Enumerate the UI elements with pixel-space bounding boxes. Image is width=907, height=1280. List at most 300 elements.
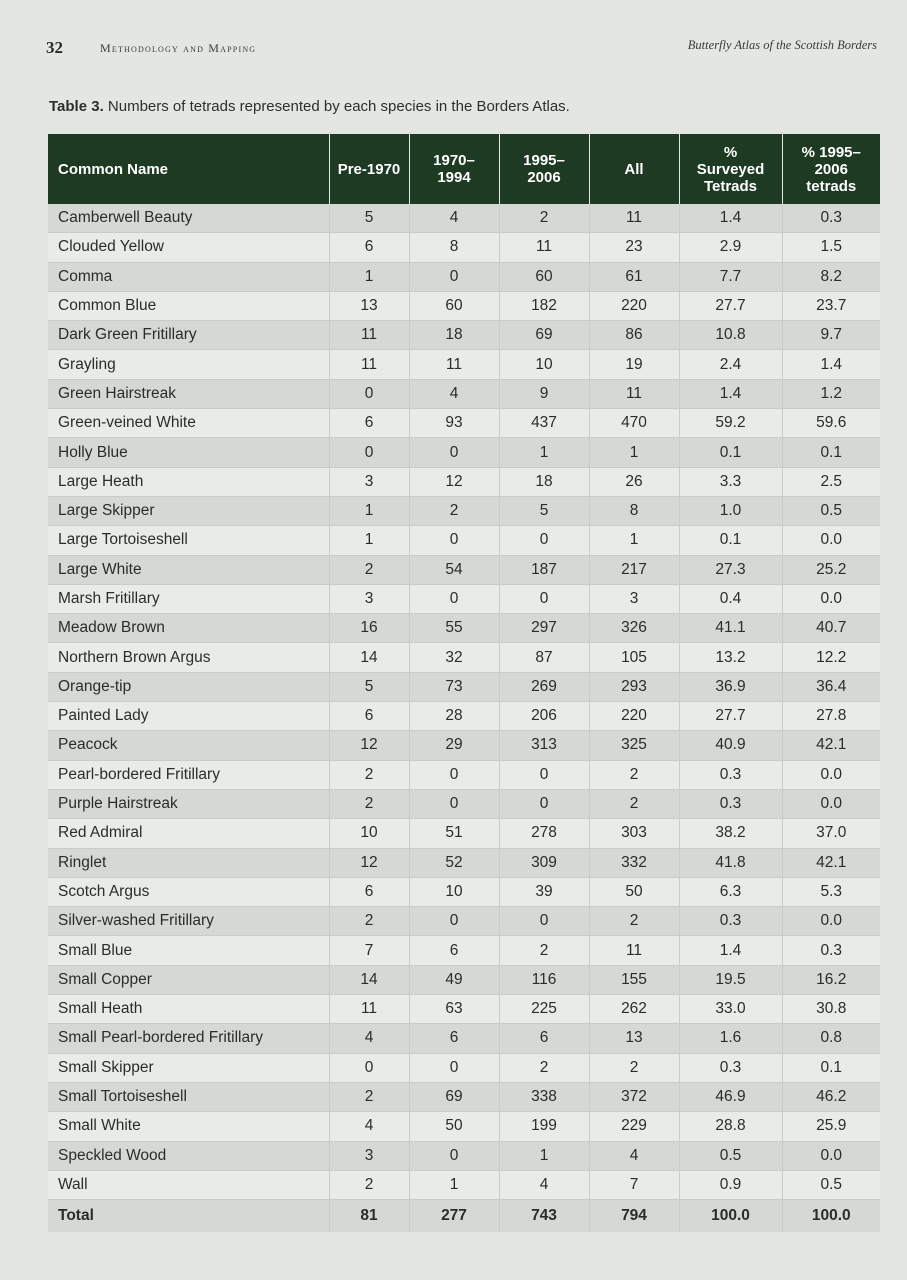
total-row	[48, 1200, 880, 1233]
value-cell: 0	[499, 789, 589, 818]
value-cell: 16	[329, 614, 409, 643]
value-cell: 0.9	[679, 1170, 782, 1199]
species-name-cell: Red Admiral	[48, 819, 329, 848]
value-cell: 46.9	[679, 1082, 782, 1111]
page-number: 32	[46, 38, 63, 57]
value-cell: 0.3	[679, 1053, 782, 1082]
value-cell: 5	[329, 672, 409, 701]
value-cell: 18	[409, 321, 499, 350]
value-cell: 2.9	[679, 233, 782, 262]
value-cell: 12	[329, 848, 409, 877]
species-name-cell: Ringlet	[48, 848, 329, 877]
species-name-cell: Marsh Fritillary	[48, 584, 329, 613]
value-cell: 60	[409, 291, 499, 320]
value-cell: 3	[329, 584, 409, 613]
species-name-cell: Wall	[48, 1170, 329, 1199]
table-row	[48, 702, 880, 731]
value-cell: 27.7	[679, 702, 782, 731]
value-cell: 8.2	[782, 262, 880, 291]
table-row	[48, 1112, 880, 1141]
value-cell: 8	[409, 233, 499, 262]
value-cell: 11	[589, 936, 679, 965]
value-cell: 25.2	[782, 555, 880, 584]
value-cell: 332	[589, 848, 679, 877]
value-cell: 3	[329, 1141, 409, 1170]
value-cell: 0.1	[679, 438, 782, 467]
value-cell: 59.2	[679, 409, 782, 438]
table-row	[48, 291, 880, 320]
value-cell: 42.1	[782, 731, 880, 760]
value-cell: 2	[589, 907, 679, 936]
table-row	[48, 321, 880, 350]
value-cell: 28	[409, 702, 499, 731]
table-row	[48, 819, 880, 848]
page-header	[0, 0, 907, 80]
value-cell: 0	[499, 584, 589, 613]
value-cell: 5	[499, 496, 589, 525]
total-value-cell: 100.0	[782, 1200, 880, 1233]
table-row	[48, 760, 880, 789]
value-cell: 4	[329, 1024, 409, 1053]
table-row	[48, 467, 880, 496]
value-cell: 225	[499, 995, 589, 1024]
value-cell: 60	[499, 262, 589, 291]
value-cell: 11	[409, 350, 499, 379]
value-cell: 0.3	[782, 204, 880, 233]
species-name-cell: Small Pearl-bordered Fritillary	[48, 1024, 329, 1053]
species-table-grid	[48, 134, 880, 1232]
value-cell: 2	[329, 1082, 409, 1111]
value-cell: 2	[589, 1053, 679, 1082]
value-cell: 0.1	[782, 1053, 880, 1082]
value-cell: 59.6	[782, 409, 880, 438]
value-cell: 5.3	[782, 877, 880, 906]
column-header: % 1995– 2006 tetrads	[782, 134, 880, 204]
value-cell: 2	[329, 907, 409, 936]
species-name-cell: Green Hairstreak	[48, 379, 329, 408]
value-cell: 14	[329, 643, 409, 672]
value-cell: 6	[329, 702, 409, 731]
value-cell: 0	[409, 438, 499, 467]
value-cell: 1.4	[782, 350, 880, 379]
value-cell: 5	[329, 204, 409, 233]
species-name-cell: Orange-tip	[48, 672, 329, 701]
value-cell: 69	[499, 321, 589, 350]
species-name-cell: Small Skipper	[48, 1053, 329, 1082]
value-cell: 27.8	[782, 702, 880, 731]
table-row	[48, 731, 880, 760]
species-name-cell: Large Tortoiseshell	[48, 526, 329, 555]
species-name-cell: Large Skipper	[48, 496, 329, 525]
value-cell: 0	[329, 379, 409, 408]
value-cell: 4	[329, 1112, 409, 1141]
value-cell: 470	[589, 409, 679, 438]
value-cell: 7	[329, 936, 409, 965]
total-value-cell: 277	[409, 1200, 499, 1233]
column-header: % Surveyed Tetrads	[679, 134, 782, 204]
value-cell: 12	[409, 467, 499, 496]
value-cell: 297	[499, 614, 589, 643]
value-cell: 49	[409, 965, 499, 994]
column-header: 1995– 2006	[499, 134, 589, 204]
value-cell: 41.8	[679, 848, 782, 877]
column-header: Pre-1970	[329, 134, 409, 204]
column-header: All	[589, 134, 679, 204]
table-row	[48, 204, 880, 233]
table-row	[48, 1053, 880, 1082]
value-cell: 229	[589, 1112, 679, 1141]
table-row	[48, 643, 880, 672]
total-value-cell: 794	[589, 1200, 679, 1233]
value-cell: 293	[589, 672, 679, 701]
value-cell: 26	[589, 467, 679, 496]
species-name-cell: Silver-washed Fritillary	[48, 907, 329, 936]
value-cell: 13.2	[679, 643, 782, 672]
value-cell: 6	[409, 936, 499, 965]
value-cell: 0.0	[782, 789, 880, 818]
column-header: 1970– 1994	[409, 134, 499, 204]
value-cell: 309	[499, 848, 589, 877]
table-row	[48, 965, 880, 994]
value-cell: 6	[409, 1024, 499, 1053]
value-cell: 0	[409, 789, 499, 818]
species-name-cell: Small Tortoiseshell	[48, 1082, 329, 1111]
table-caption-label: Table 3.	[49, 98, 104, 115]
column-header: Common Name	[48, 134, 329, 204]
value-cell: 51	[409, 819, 499, 848]
value-cell: 11	[329, 350, 409, 379]
value-cell: 61	[589, 262, 679, 291]
value-cell: 10	[409, 877, 499, 906]
table-row	[48, 262, 880, 291]
value-cell: 30.8	[782, 995, 880, 1024]
value-cell: 73	[409, 672, 499, 701]
value-cell: 206	[499, 702, 589, 731]
value-cell: 1	[329, 262, 409, 291]
table-row	[48, 936, 880, 965]
value-cell: 0.3	[679, 760, 782, 789]
value-cell: 262	[589, 995, 679, 1024]
species-name-cell: Holly Blue	[48, 438, 329, 467]
value-cell: 10	[329, 819, 409, 848]
value-cell: 0.5	[782, 496, 880, 525]
value-cell: 3	[589, 584, 679, 613]
species-name-cell: Camberwell Beauty	[48, 204, 329, 233]
value-cell: 1	[589, 438, 679, 467]
value-cell: 0.1	[782, 438, 880, 467]
value-cell: 1.2	[782, 379, 880, 408]
species-name-cell: Peacock	[48, 731, 329, 760]
value-cell: 19.5	[679, 965, 782, 994]
book-title: Butterfly Atlas of the Scottish Borders	[687, 38, 877, 52]
value-cell: 6.3	[679, 877, 782, 906]
value-cell: 8	[589, 496, 679, 525]
species-name-cell: Common Blue	[48, 291, 329, 320]
value-cell: 0.0	[782, 760, 880, 789]
value-cell: 313	[499, 731, 589, 760]
value-cell: 2	[329, 1170, 409, 1199]
value-cell: 2	[329, 760, 409, 789]
value-cell: 0.4	[679, 584, 782, 613]
value-cell: 6	[499, 1024, 589, 1053]
value-cell: 1	[409, 1170, 499, 1199]
value-cell: 187	[499, 555, 589, 584]
value-cell: 10.8	[679, 321, 782, 350]
value-cell: 217	[589, 555, 679, 584]
value-cell: 220	[589, 291, 679, 320]
value-cell: 11	[499, 233, 589, 262]
value-cell: 182	[499, 291, 589, 320]
value-cell: 9.7	[782, 321, 880, 350]
value-cell: 7	[589, 1170, 679, 1199]
value-cell: 2	[499, 936, 589, 965]
value-cell: 7.7	[679, 262, 782, 291]
value-cell: 105	[589, 643, 679, 672]
value-cell: 1	[589, 526, 679, 555]
value-cell: 28.8	[679, 1112, 782, 1141]
table-header-row	[48, 134, 880, 204]
value-cell: 220	[589, 702, 679, 731]
value-cell: 1	[499, 438, 589, 467]
value-cell: 25.9	[782, 1112, 880, 1141]
value-cell: 33.0	[679, 995, 782, 1024]
table-row	[48, 233, 880, 262]
value-cell: 40.9	[679, 731, 782, 760]
value-cell: 2	[329, 789, 409, 818]
value-cell: 0	[499, 526, 589, 555]
value-cell: 10	[499, 350, 589, 379]
species-name-cell: Clouded Yellow	[48, 233, 329, 262]
value-cell: 1.5	[782, 233, 880, 262]
table-row	[48, 379, 880, 408]
table-row	[48, 877, 880, 906]
value-cell: 2.4	[679, 350, 782, 379]
value-cell: 46.2	[782, 1082, 880, 1111]
value-cell: 437	[499, 409, 589, 438]
species-name-cell: Small Copper	[48, 965, 329, 994]
value-cell: 4	[499, 1170, 589, 1199]
total-value-cell: 743	[499, 1200, 589, 1233]
table-row	[48, 496, 880, 525]
value-cell: 0	[409, 760, 499, 789]
value-cell: 338	[499, 1082, 589, 1111]
value-cell: 54	[409, 555, 499, 584]
table-row	[48, 1170, 880, 1199]
value-cell: 9	[499, 379, 589, 408]
value-cell: 55	[409, 614, 499, 643]
species-name-cell: Scotch Argus	[48, 877, 329, 906]
value-cell: 2	[589, 789, 679, 818]
value-cell: 0.3	[782, 936, 880, 965]
species-name-cell: Grayling	[48, 350, 329, 379]
value-cell: 42.1	[782, 848, 880, 877]
table-row	[48, 907, 880, 936]
value-cell: 372	[589, 1082, 679, 1111]
value-cell: 13	[589, 1024, 679, 1053]
table-row	[48, 672, 880, 701]
value-cell: 278	[499, 819, 589, 848]
value-cell: 0	[409, 526, 499, 555]
species-name-cell: Green-veined White	[48, 409, 329, 438]
table-row	[48, 1141, 880, 1170]
value-cell: 12	[329, 731, 409, 760]
table-row	[48, 614, 880, 643]
value-cell: 16.2	[782, 965, 880, 994]
value-cell: 326	[589, 614, 679, 643]
value-cell: 1	[499, 1141, 589, 1170]
species-name-cell: Dark Green Fritillary	[48, 321, 329, 350]
value-cell: 155	[589, 965, 679, 994]
species-name-cell: Northern Brown Argus	[48, 643, 329, 672]
value-cell: 0.5	[679, 1141, 782, 1170]
value-cell: 2	[589, 760, 679, 789]
value-cell: 69	[409, 1082, 499, 1111]
species-name-cell: Small Heath	[48, 995, 329, 1024]
value-cell: 87	[499, 643, 589, 672]
table-row	[48, 409, 880, 438]
value-cell: 1.0	[679, 496, 782, 525]
table-row	[48, 584, 880, 613]
value-cell: 0.0	[782, 584, 880, 613]
value-cell: 11	[589, 379, 679, 408]
value-cell: 0	[409, 1053, 499, 1082]
value-cell: 3	[329, 467, 409, 496]
value-cell: 199	[499, 1112, 589, 1141]
species-name-cell: Speckled Wood	[48, 1141, 329, 1170]
species-name-cell: Pearl-bordered Fritillary	[48, 760, 329, 789]
species-name-cell: Large Heath	[48, 467, 329, 496]
value-cell: 32	[409, 643, 499, 672]
total-value-cell: 100.0	[679, 1200, 782, 1233]
value-cell: 116	[499, 965, 589, 994]
table-row	[48, 350, 880, 379]
value-cell: 14	[329, 965, 409, 994]
value-cell: 6	[329, 877, 409, 906]
table-row	[48, 438, 880, 467]
value-cell: 37.0	[782, 819, 880, 848]
value-cell: 4	[589, 1141, 679, 1170]
value-cell: 269	[499, 672, 589, 701]
section-title: Methodology and Mapping	[100, 41, 257, 55]
value-cell: 1	[329, 526, 409, 555]
value-cell: 2	[329, 555, 409, 584]
table-caption	[49, 98, 570, 115]
value-cell: 29	[409, 731, 499, 760]
species-name-cell: Small Blue	[48, 936, 329, 965]
value-cell: 18	[499, 467, 589, 496]
value-cell: 27.3	[679, 555, 782, 584]
table-body	[48, 204, 880, 1200]
value-cell: 1	[329, 496, 409, 525]
value-cell: 4	[409, 379, 499, 408]
value-cell: 0	[329, 438, 409, 467]
table-row	[48, 995, 880, 1024]
value-cell: 303	[589, 819, 679, 848]
value-cell: 0.5	[782, 1170, 880, 1199]
total-label-cell: Total	[48, 1200, 329, 1233]
table-row	[48, 555, 880, 584]
value-cell: 0	[409, 584, 499, 613]
value-cell: 6	[329, 233, 409, 262]
value-cell: 50	[409, 1112, 499, 1141]
value-cell: 2	[409, 496, 499, 525]
value-cell: 0.8	[782, 1024, 880, 1053]
value-cell: 41.1	[679, 614, 782, 643]
value-cell: 63	[409, 995, 499, 1024]
value-cell: 0	[409, 1141, 499, 1170]
value-cell: 1.6	[679, 1024, 782, 1053]
value-cell: 0	[409, 907, 499, 936]
table-row	[48, 789, 880, 818]
value-cell: 38.2	[679, 819, 782, 848]
value-cell: 39	[499, 877, 589, 906]
value-cell: 36.4	[782, 672, 880, 701]
value-cell: 13	[329, 291, 409, 320]
value-cell: 2	[499, 1053, 589, 1082]
value-cell: 11	[329, 995, 409, 1024]
value-cell: 40.7	[782, 614, 880, 643]
value-cell: 36.9	[679, 672, 782, 701]
value-cell: 0.0	[782, 526, 880, 555]
value-cell: 0.1	[679, 526, 782, 555]
value-cell: 2	[499, 204, 589, 233]
value-cell: 0.0	[782, 907, 880, 936]
value-cell: 0	[409, 262, 499, 291]
value-cell: 19	[589, 350, 679, 379]
value-cell: 23	[589, 233, 679, 262]
table-row	[48, 526, 880, 555]
species-table	[48, 134, 880, 1232]
table-row	[48, 848, 880, 877]
value-cell: 1.4	[679, 379, 782, 408]
value-cell: 0.3	[679, 907, 782, 936]
value-cell: 4	[409, 204, 499, 233]
value-cell: 11	[589, 204, 679, 233]
value-cell: 1.4	[679, 204, 782, 233]
value-cell: 3.3	[679, 467, 782, 496]
table-caption-text: Numbers of tetrads represented by each species in the Borders Atlas.	[103, 98, 570, 115]
value-cell: 325	[589, 731, 679, 760]
species-name-cell: Purple Hairstreak	[48, 789, 329, 818]
value-cell: 23.7	[782, 291, 880, 320]
value-cell: 2.5	[782, 467, 880, 496]
value-cell: 93	[409, 409, 499, 438]
value-cell: 50	[589, 877, 679, 906]
value-cell: 52	[409, 848, 499, 877]
value-cell: 0.0	[782, 1141, 880, 1170]
species-name-cell: Painted Lady	[48, 702, 329, 731]
species-name-cell: Comma	[48, 262, 329, 291]
table-row	[48, 1082, 880, 1111]
species-name-cell: Small White	[48, 1112, 329, 1141]
value-cell: 0	[499, 760, 589, 789]
value-cell: 1.4	[679, 936, 782, 965]
species-name-cell: Meadow Brown	[48, 614, 329, 643]
value-cell: 86	[589, 321, 679, 350]
value-cell: 27.7	[679, 291, 782, 320]
value-cell: 0	[329, 1053, 409, 1082]
total-value-cell: 81	[329, 1200, 409, 1233]
value-cell: 12.2	[782, 643, 880, 672]
value-cell: 11	[329, 321, 409, 350]
value-cell: 0.3	[679, 789, 782, 818]
table-header	[48, 134, 880, 204]
table-row	[48, 1024, 880, 1053]
value-cell: 6	[329, 409, 409, 438]
table-footer	[48, 1200, 880, 1233]
value-cell: 0	[499, 907, 589, 936]
species-name-cell: Large White	[48, 555, 329, 584]
